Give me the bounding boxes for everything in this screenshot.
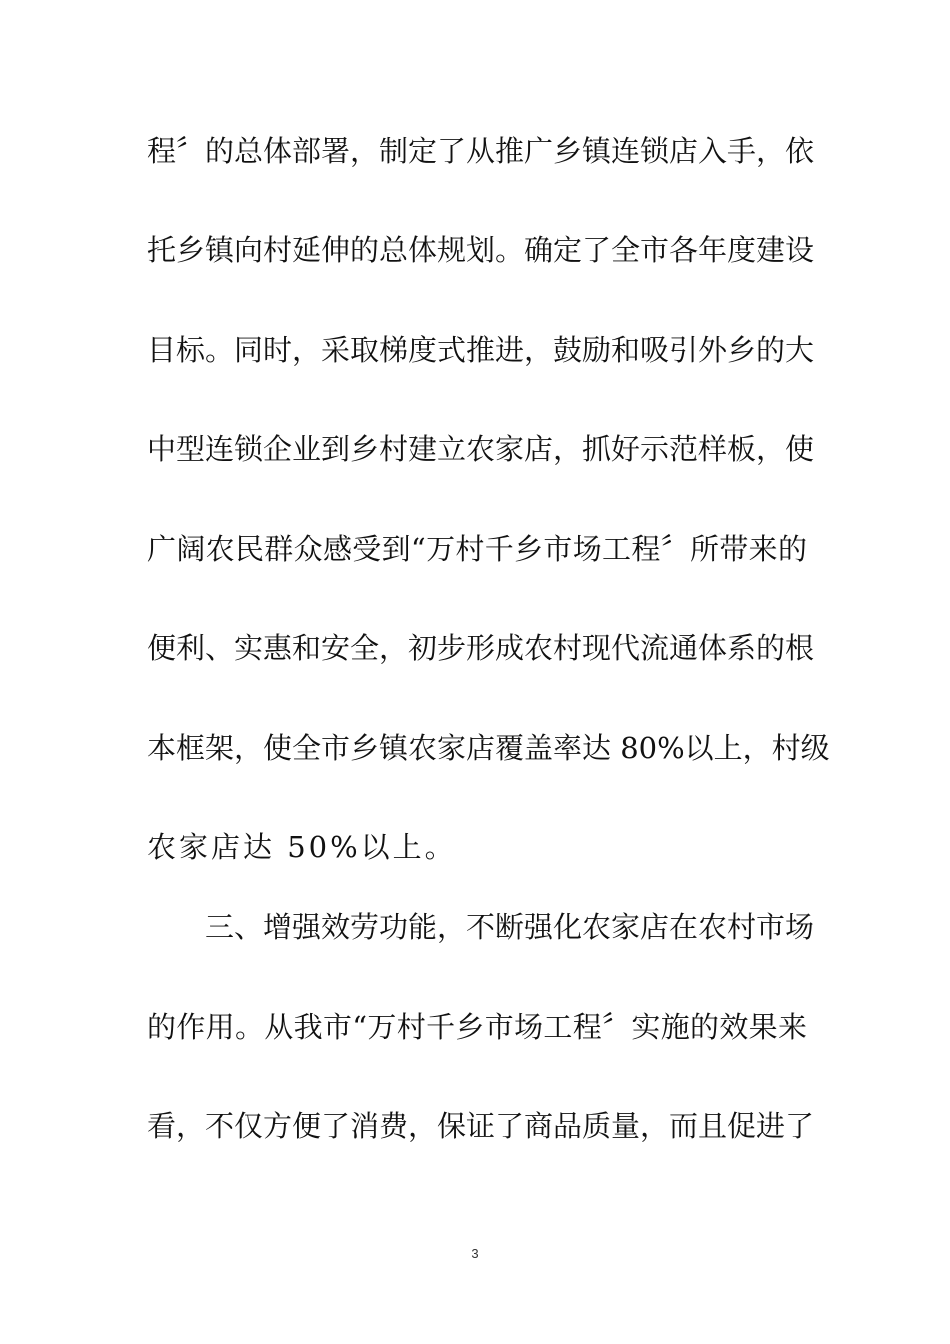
paragraph-line: 的作用。从我市“万村千乡市场工程〞实施的效果来 (147, 1010, 807, 1044)
paragraph-line: 便利、实惠和安全，初步形成农村现代流通体系的根 (147, 631, 815, 665)
paragraph-line: 看，不仅方便了消费，保证了商品质量，而且促进了 (147, 1109, 815, 1143)
page-number: 3 (471, 1246, 479, 1261)
paragraph-line: 中型连锁企业到乡村建立农家店，抓好示范样板，使 (147, 432, 815, 466)
paragraph-line: 托乡镇向村延伸的总体规划。确定了全市各年度建设 (147, 233, 815, 267)
paragraph-line: 程〞的总体部署，制定了从推广乡镇连锁店入手，依 (147, 134, 815, 168)
paragraph-line: 目标。同时，采取梯度式推进，鼓励和吸引外乡的大 (147, 333, 815, 367)
paragraph-line: 三、增强效劳功能，不断强化农家店在农村市场 (205, 910, 815, 944)
paragraph-line: 本框架，使全市乡镇农家店覆盖率达 80%以上，村级 (147, 731, 830, 765)
paragraph-line: 农家店达 50%以上。 (147, 830, 457, 864)
paragraph-line: 广阔农民群众感受到“万村千乡市场工程〞所带来的 (147, 532, 807, 566)
